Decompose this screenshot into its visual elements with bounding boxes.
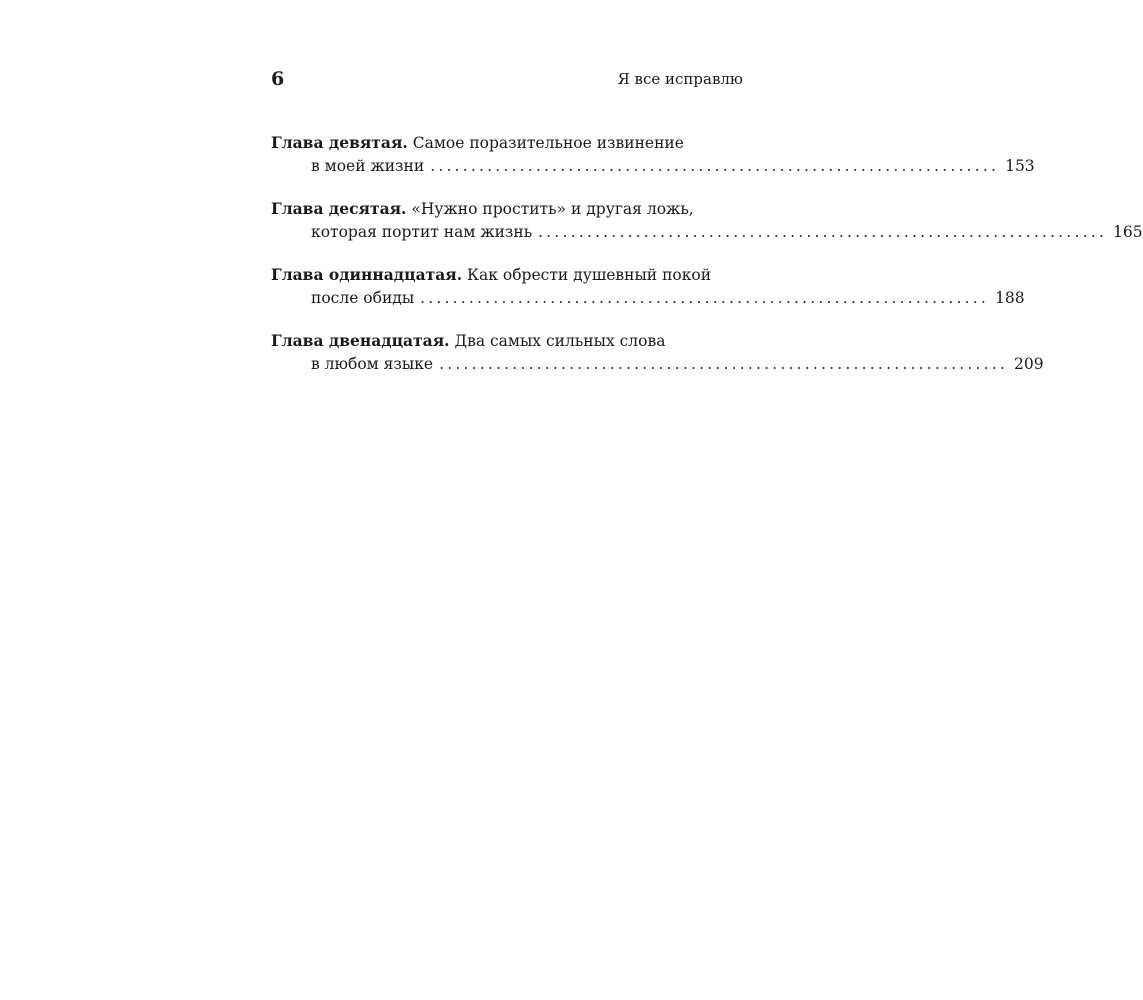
toc-title: Как обрести душевный покой	[467, 266, 712, 284]
toc-title: Два самых сильных слова	[454, 332, 666, 350]
toc-page-number: 209	[1013, 355, 1044, 373]
dot-leader: ......................................................................	[430, 157, 1000, 175]
toc-chapter-label: Глава десятая.	[271, 199, 407, 218]
toc-entry-heading	[271, 197, 743, 221]
table-of-contents	[271, 131, 1143, 395]
toc-entry-continuation	[271, 155, 1035, 178]
dot-leader: ......................................................................	[420, 289, 990, 307]
toc-entry-heading	[271, 263, 743, 287]
toc-page-number: 188	[995, 289, 1025, 307]
page-number: 6	[271, 68, 285, 90]
toc-entry-chapter-9	[271, 131, 1035, 197]
toc-entry-heading	[271, 131, 743, 155]
toc-title-continued: после обиды	[311, 289, 415, 307]
running-header	[271, 66, 743, 92]
toc-entry-continuation	[271, 353, 1044, 376]
running-title: Я все исправлю	[617, 70, 743, 88]
toc-entry-chapter-11	[271, 263, 1025, 329]
dot-leader: ......................................................................	[538, 223, 1108, 241]
toc-page-number: 165	[1113, 223, 1143, 241]
dot-leader: ......................................................................	[439, 355, 1008, 373]
toc-title-continued: в любом языке	[311, 355, 434, 373]
toc-title-continued: в моей жизни	[311, 157, 425, 175]
toc-chapter-label: Глава двенадцатая.	[271, 331, 450, 350]
toc-page-number: 153	[1005, 157, 1035, 175]
toc-entry-chapter-12	[271, 329, 1044, 395]
book-page	[271, 0, 1143, 1000]
toc-chapter-label: Глава девятая.	[271, 133, 408, 152]
toc-entry-chapter-10	[271, 197, 1143, 263]
toc-title: Самое поразительное извинение	[412, 134, 684, 152]
toc-chapter-label: Глава одиннадцатая.	[271, 265, 463, 284]
toc-entry-heading	[271, 329, 743, 353]
toc-entry-continuation	[271, 287, 1025, 310]
toc-title: «Нужно простить» и другая ложь,	[411, 200, 694, 218]
toc-entry-continuation	[271, 221, 1143, 244]
toc-title-continued: которая портит нам жизнь	[311, 223, 533, 241]
